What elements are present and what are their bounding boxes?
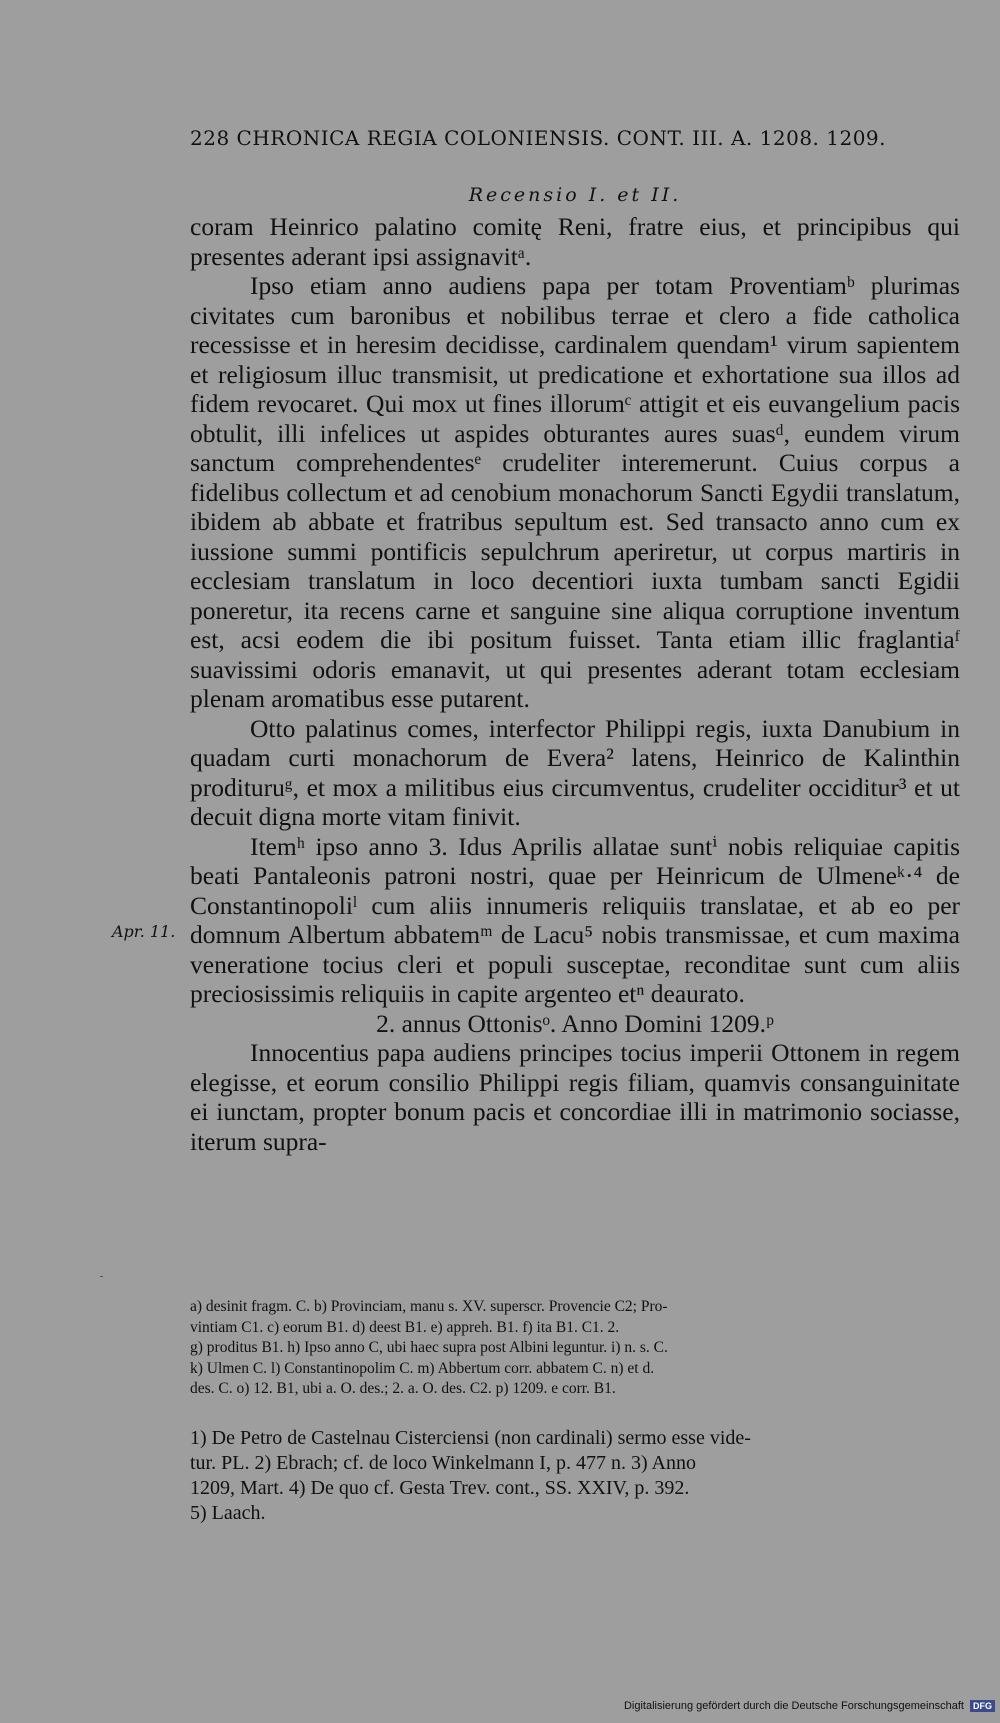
dfg-logo: DFG — [970, 1700, 995, 1712]
apparatus-line: k) Ulmen C. l) Constantinopolim C. m) Abbertum corr. abbatem C. n) et d. — [190, 1359, 655, 1377]
paragraph-4: Itemʰ ipso anno 3. Idus Aprilis allatae suntⁱ nobis reliquiae capitis beati Pantaleonis patroni nostri, quae per Heinricum de Ulmeneᵏ·⁴ de Constantinopoliˡ cum aliis innumeris reliquiis translatae, et ab eo per domnum Albertum abbatemᵐ de Lacu⁵ nobis transmissae, et cum maxima veneratione tocius cleri et populi susceptae, reconditae sunt cum aliis preciosissimis reliquiis in capite argenteo etⁿ deaurato. — [190, 831, 960, 1008]
footnote-line: 1209, Mart. 4) De quo cf. Gesta Trev. cont., SS. XXIV, p. 392. — [190, 1477, 690, 1499]
paragraph-2: Ipso etiam anno audiens papa per totam Proventiamᵇ plurimas civitates cum baronibus et nobilibus terrae et clero a fide catholica recessisse et in heresim decidisse, cardinalem quendam¹ virum sapientem et religiosum illuc transmisit, ut predicatione et exhortatione sua illos ad fidem revocaret. Qui mox ut fines illorumᶜ attigit et eis euvangelium pacis obtulit, illi infelices ut aspides obturantes aures suasᵈ, eundem virum sanctum comprehendentesᵉ crudeliter interemerunt. Cuius corpus a fidelibus collectum et ad cenobium monachorum Sancti Egydii translatum, ibidem ab abbate et fratribus sepultum est. Sed transacto anno cum ex iussione summi pontificis sepulchrum aperiretur, ut corpus martiris in ecclesiam translatum in loco decentiori iuxta tumbam sancti Egidii poneretur, ita recens carne et sanguine sine aliqua corruptione inventum est, acsi eodem die ibi positum fuisset. Tanta etiam illic fraglantiaᶠ suavissimi odoris emanavit, ut qui presentes aderant totam ecclesiam plenam aromatibus esse putarent. — [190, 271, 960, 713]
footnote-line: tur. PL. 2) Ebrach; cf. de loco Winkelmann I, p. 477 n. 3) Anno — [190, 1452, 696, 1474]
digitization-footer — [600, 1700, 995, 1712]
critical-apparatus — [190, 1297, 960, 1400]
recension-label: Recensio I. et II. — [468, 184, 682, 206]
body-text — [190, 212, 960, 1156]
paragraph-1: coram Heinrico palatino comitę Reni, fratre eius, et principibus qui presentes aderant ipsi assignavitᵃ. — [190, 212, 960, 271]
margin-date-note: Apr. 11. — [112, 922, 176, 941]
running-head: 228 CHRONICA REGIA COLONIENSIS. CONT. III. A. 1208. 1209. — [190, 126, 887, 150]
apparatus-line: a) desinit fragm. C. b) Provinciam, manu s. XV. superscr. Provencie C2; Pro- — [190, 1298, 668, 1315]
apparatus-line: des. C. o) 12. B1, ubi a. O. des.; 2. a. O. des. C2. p) 1209. e corr. B1. — [190, 1380, 616, 1397]
footnotes — [190, 1426, 960, 1526]
apparatus-line: g) proditus B1. h) Ipso anno C, ubi haec supra post Albini leguntur. i) n. s. C. — [190, 1339, 668, 1356]
paragraph-5: Innocentius papa audiens principes tocius imperii Ottonem in regem elegisse, et eorum consilio Philippi regis filiam, quamvis consanguinitate ei iunctam, propter bonum pacis et concordiae illi in matrimonio sociasse, iterum supra- — [190, 1038, 960, 1156]
footnote-line: 5) Laach. — [190, 1502, 266, 1524]
divider-mark — [100, 1276, 103, 1277]
footnote-line: 1) De Petro de Castelnau Cisterciensi (non cardinali) sermo esse vide- — [190, 1427, 751, 1449]
footer-text: Digitalisierung gefördert durch die Deutsche Forschungsgemeinschaft — [623, 1700, 964, 1712]
paragraph-3: Otto palatinus comes, interfector Philippi regis, iuxta Danubium in quadam curti monachorum de Evera² latens, Heinrico de Kalinthin prodituruᵍ, et mox a militibus eius circumventus, crudeliter occiditur³ et ut decuit digna morte vitam finivit. — [190, 713, 960, 831]
apparatus-line: vintiam C1. c) eorum B1. d) deest B1. e) appreh. B1. f) ita B1. C1. 2. — [190, 1318, 620, 1336]
year-heading: 2. annus Ottonisᵒ. Anno Domini 1209.ᵖ — [376, 1008, 774, 1038]
